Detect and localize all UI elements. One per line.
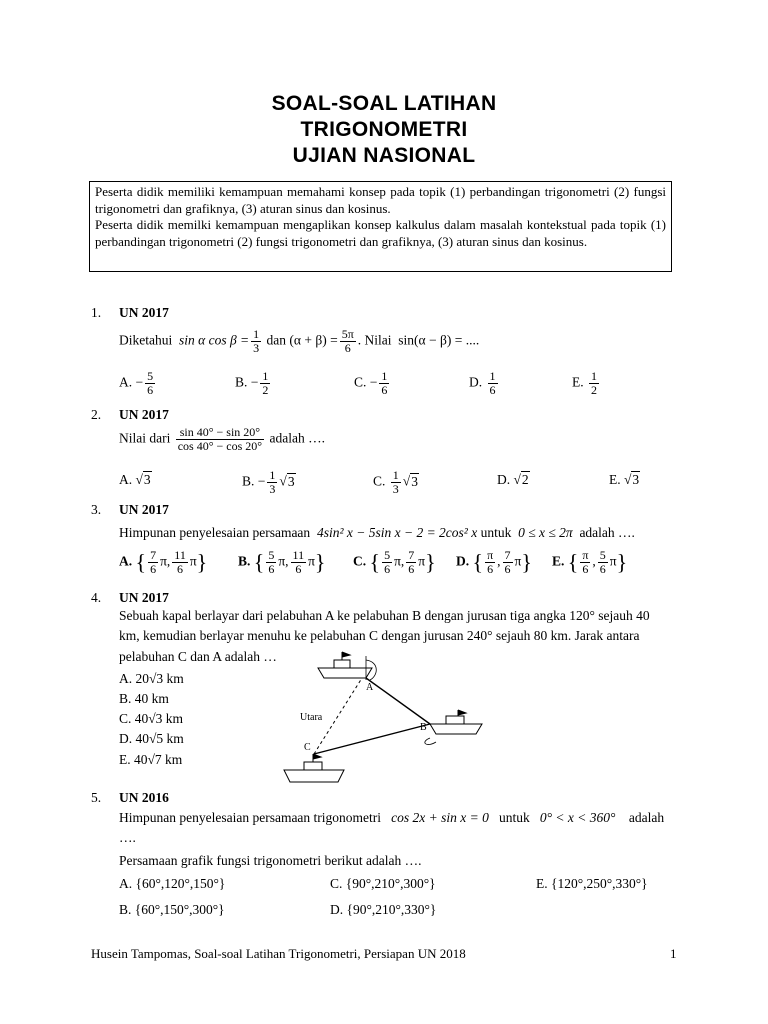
q5-number: 5. bbox=[91, 790, 102, 805]
q2-number: 2. bbox=[91, 407, 102, 422]
q1-text: Diketahui sin α cos β = $\frac{1}{3}$ dan (α + β) = $\frac{5\pi}{6}$ . Nilai sin(α − β) = .... bbox=[119, 327, 480, 355]
q4-text-line-2: km, kemudian berlayar menuhu ke pelabuhan C dengan jurusan 240° sejauh 80 km. Jarak antara bbox=[119, 628, 640, 643]
q1-text-b: dan bbox=[266, 332, 287, 348]
q1-text-a: Diketahui bbox=[119, 332, 173, 348]
q2-option-a: A. √3 bbox=[119, 472, 151, 487]
q5-text-c: adalah bbox=[628, 810, 665, 825]
q1-option-b: B. − $\frac{1}{2}$ bbox=[235, 369, 269, 397]
label-point-c: C bbox=[304, 742, 311, 753]
label-point-a: A bbox=[366, 682, 374, 693]
q4-option-e: E. 40√7 km bbox=[119, 752, 183, 767]
title-line-3: UJIAN NASIONAL bbox=[292, 144, 476, 167]
competency-paragraph-1: Peserta didik memiliki kemampuan memahami konsep pada topik (1) perbandingan trigonometri (2) fungsi trigonometri dan grafiknya, (3) aturan sinus dan kosinus. bbox=[95, 184, 666, 216]
q5-text-a: Himpunan penyelesaian persamaan trigonometri bbox=[119, 810, 382, 825]
q4-ship-route-diagram bbox=[270, 650, 490, 790]
q3-source: UN 2017 bbox=[119, 502, 169, 517]
q5-option-b: B. {60°,150°,300°} bbox=[119, 902, 225, 917]
ship-icon-port-c bbox=[284, 754, 344, 782]
q3-option-d: D. { $\frac{\pi}{6}$ , $\frac{7}{6}$ π} bbox=[456, 548, 532, 576]
q2-text: Nilai dari $\frac{\sin 40^\circ - \sin 20^\circ}{\cos 40^\circ - \cos 20^\circ}$ adalah …. bbox=[119, 425, 325, 453]
q2-text-a: Nilai dari bbox=[119, 430, 171, 446]
title-line-1: SOAL-SOAL LATIHAN bbox=[271, 92, 497, 115]
q5-option-d: D. {90°,210°,330°} bbox=[330, 902, 437, 917]
q4-text-line-1: Sebuah kapal berlayar dari pelabuhan A ke pelabuhan B dengan jurusan tiga angka 120° sejauh 40 bbox=[119, 608, 650, 623]
competency-box bbox=[89, 181, 672, 272]
q3-option-e: E. { $\frac{\pi}{6}$ , $\frac{5}{6}$ π} bbox=[552, 548, 628, 576]
q5-option-a: A. {60°,120°,150°} bbox=[119, 876, 226, 891]
q4-option-c: C. 40√3 km bbox=[119, 711, 184, 726]
q1-option-e: E. $\frac{1}{2}$ bbox=[572, 369, 597, 397]
q1-option-a: A. − $\frac{5}{6}$ bbox=[119, 369, 154, 397]
ship-icon-port-a bbox=[318, 652, 372, 678]
q1-text-d: = .... bbox=[454, 332, 480, 348]
q2-option-c: C. $\frac{1}{3}$ √3 bbox=[373, 468, 418, 496]
q1-option-d: D. $\frac{1}{6}$ bbox=[469, 369, 496, 397]
label-north: Utara bbox=[300, 712, 323, 723]
q3-text-c: adalah …. bbox=[579, 525, 635, 540]
q5-text-b: untuk bbox=[499, 810, 530, 825]
q1-number: 1. bbox=[91, 305, 102, 320]
ship-icon-port-b bbox=[430, 710, 482, 734]
q4-number: 4. bbox=[91, 590, 102, 605]
footer-text: Husein Tampomas, Soal-soal Latihan Trigonometri, Persiapan UN 2018 bbox=[91, 946, 466, 961]
page-number: 1 bbox=[670, 946, 677, 961]
q3-option-c: C. { $\frac{5}{6}$ π, $\frac{7}{6}$ π} bbox=[353, 548, 436, 576]
q5-text-dots: …. bbox=[119, 830, 136, 845]
title-line-2: TRIGONOMETRI bbox=[300, 118, 468, 141]
q4-option-d: D. 40√5 km bbox=[119, 731, 184, 746]
q1-text-c: . Nilai bbox=[357, 332, 392, 348]
q3-option-a: A. { $\frac{7}{6}$ π, $\frac{11}{6}$ π} bbox=[119, 548, 208, 576]
q2-option-e: E. √3 bbox=[609, 472, 640, 487]
q2-option-d: D. √2 bbox=[497, 472, 529, 487]
competency-paragraph-2: Peserta didik memilki kemampuan mengaplikan konsep kalkulus dalam masalah kontekstual pada topik (1) perbandingan trigonometri (2) fungsi trigonometri dan grafiknya, (3) aturan sinus dan kosinus. bbox=[95, 217, 666, 249]
q4-text-line-3: pelabuhan C dan A adalah … bbox=[119, 649, 277, 664]
q2-source: UN 2017 bbox=[119, 407, 169, 422]
q2-option-b: B. − $\frac{1}{3}$ √3 bbox=[242, 468, 295, 496]
q3-text-a: Himpunan penyelesaian persamaan bbox=[119, 525, 311, 540]
q1-source: UN 2017 bbox=[119, 305, 169, 320]
q5-source: UN 2016 bbox=[119, 790, 169, 805]
q1-option-c: C. − $\frac{1}{6}$ bbox=[354, 369, 388, 397]
q5-text-line-2: Persamaan grafik fungsi trigonometri berikut adalah …. bbox=[119, 853, 422, 868]
q4-option-b: B. 40 km bbox=[119, 691, 169, 706]
q3-text: Himpunan penyelesaian persamaan 4sin² x − 5sin x − 2 = 2cos² x untuk 0 ≤ x ≤ 2π adalah …. bbox=[119, 525, 635, 540]
q2-text-b: adalah …. bbox=[269, 430, 325, 446]
q3-number: 3. bbox=[91, 502, 102, 517]
q4-source: UN 2017 bbox=[119, 590, 169, 605]
route-a-to-b bbox=[366, 678, 430, 724]
q5-option-e: E. {120°,250°,330°} bbox=[536, 876, 648, 891]
q5-text: Himpunan penyelesaian persamaan trigonometri cos 2x + sin x = 0 untuk 0° < x < 360° adalah bbox=[119, 810, 665, 825]
route-b-to-c bbox=[314, 724, 430, 754]
q3-option-b: B. { $\frac{5}{6}$ π, $\frac{11}{6}$ π} bbox=[238, 548, 326, 576]
q3-text-b: untuk bbox=[480, 525, 512, 540]
q4-option-a: A. 20√3 km bbox=[119, 671, 184, 686]
label-point-b: B bbox=[420, 722, 427, 733]
q5-option-c: C. {90°,210°,300°} bbox=[330, 876, 436, 891]
